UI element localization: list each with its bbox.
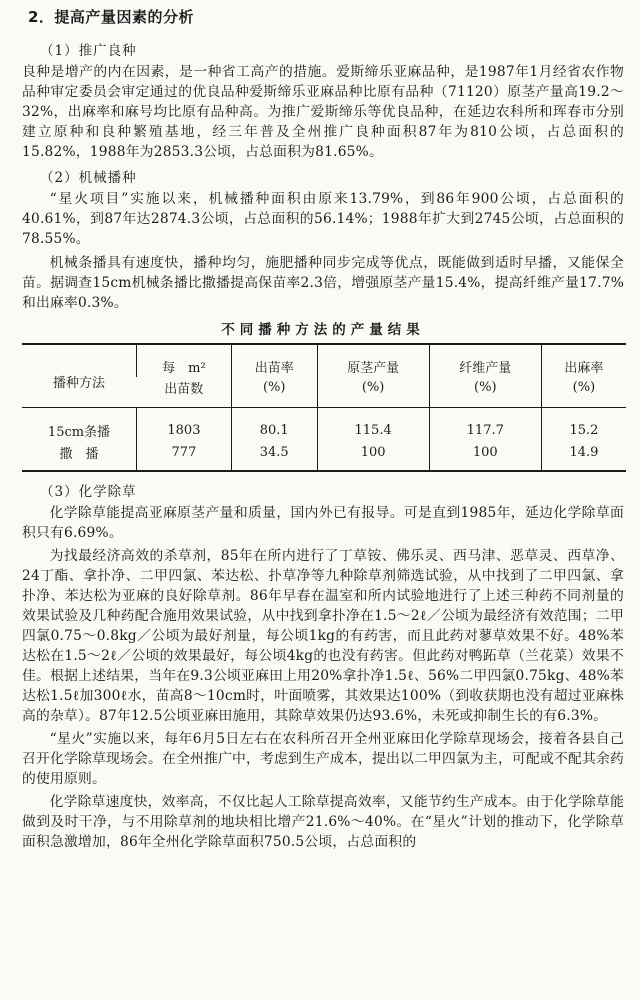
cell-method: 15cm条播: [47, 424, 111, 440]
header-rate-bottom: (%): [541, 377, 626, 408]
header-rate-top: 出麻率: [541, 344, 626, 377]
table-row: [22, 441, 626, 471]
cell-seedlings: 777: [137, 441, 232, 471]
cell-fiber: 100: [429, 441, 541, 471]
subheading-mechanical-sowing: （2）机械播种: [40, 170, 137, 186]
section-heading: 2．提高产量因素的分析: [28, 8, 194, 26]
table-title: 不同播种方法的产量结果: [221, 322, 425, 338]
section-mechanical-sowing: [22, 166, 624, 313]
paragraph-improved-varieties: 良种是增产的内在因素，是一种省工高产的措施。爱斯缔乐亚麻品种，是1987年1月经省农作物品种审定委员会审定通过的优良品种爱斯缔乐亚麻品种比原有品种（71120）原茎产量高19.2～32%，出麻率和麻号均比原有品种高。为推广爱斯缔乐等优良品种，在延边农科所和珲春市分别建立原种和良种繁殖基地，经三年普及全州推广良种面积87年为810公顷，占总面积的15.82%，1988年为2853.3公顷，占总面积为81.65%。: [22, 64, 624, 160]
paragraph-weeding-benefits: 化学除草速度快，效率高，不仅比起人工除草提高效率，又能节约生产成本。由于化学除草能做到及时干净，与不用除草剂的地块相比增产21.6%～40%。在“星火”计划的推动下，化学除草面积急激增加，86年全州化学除草面积750.5公顷，占总面积的: [22, 794, 624, 850]
header-stem-bottom: (%): [317, 377, 429, 408]
header-method: 播种方法: [22, 344, 137, 408]
cell-emergence: 34.5: [231, 441, 317, 471]
paragraph-field-meetings: “星火”实施以来，每年6月5日左右在农科所召开全州亚麻田化学除草现场会，接着各县自己召开化学除草现场会。在全州推广中，考虑到生产成本，提出以二甲四氯为主，可配或不配其余药的使用原则。: [22, 731, 624, 787]
header-stem-top: 原茎产量: [317, 344, 429, 377]
header-seedlings-top: 每 m²: [137, 344, 232, 377]
cell-stem: 115.4: [317, 408, 429, 442]
header-seedlings-bottom: 出苗数: [137, 377, 232, 408]
header-emergence-bottom: (%): [231, 377, 317, 408]
header-fiber-bottom: (%): [429, 377, 541, 408]
section-chemical-weeding: [22, 480, 624, 852]
section-improved-varieties: [22, 39, 624, 162]
subheading-chemical-weeding: （3）化学除草: [40, 484, 137, 500]
paragraph-weeding-intro: 化学除草能提高亚麻原茎产量和质量，国内外已有报导。可是直到1985年，延边化学除草面积只有6.69%。: [22, 505, 624, 541]
paragraph-sowing-advantages: 机械条播具有速度快，播种均匀，施肥播种同步完成等优点，既能做到适时早播，又能保全苗。据调查15cm机械条播比撒播提高保苗率2.3倍，增强原茎产量15.4%，提高纤维产量17.7%和出麻率0.3%。: [22, 255, 624, 311]
paragraph-herbicide-trials: 为找最经济高效的杀草剂，85年在所内进行了丁草铵、佛乐灵、西马津、恶草灵、西草净、24丁酯、拿扑净、二甲四氯、苯达松、扑草净等九种除草剂筛选试验，从中找到了二甲四氯、拿扑净、苯达松为亚麻的良好除草剂。86年早春在温室和所内试验地进行了上述三种药不同剂量的效果试验及几种药配合施用效果试验，从中找到拿扑净在1.5～2ℓ／公顷为最经济有效范围；二甲四氯0.75～0.8kg／公顷为最好剂量，每公顷1kg的有药害，而且此药对蓼草效果不好。48%苯达松在1.5～2ℓ／公顷的效果最好，每公顷4kg的也没有药害。但此药对鸭跖草（兰花菜）效果不佳。根据上述结果，当年在9.3公顷亚麻田上用20%拿扑净1.5ℓ、56%二甲四氯0.75kg、48%苯达松1.5ℓ加300ℓ水，苗高8～10cm时，叶面喷雾，其效果达100%（到收获期也没有超过亚麻株高的杂草）。87年12.5公顷亚麻田施用，其除草效果仍达93.6%，未死或抑制生长的有6.3%。: [22, 548, 624, 724]
cell-emergence: 80.1: [231, 408, 317, 442]
cell-rate: 15.2: [541, 408, 626, 442]
subheading-improved-varieties: （1）推广良种: [40, 43, 137, 59]
table-row: [22, 408, 626, 442]
cell-fiber: 117.7: [429, 408, 541, 442]
header-fiber-top: 纤维产量: [429, 344, 541, 377]
header-emergence-top: 出苗率: [231, 344, 317, 377]
cell-stem: 100: [317, 441, 429, 471]
cell-method: 撒 播: [22, 441, 137, 471]
paragraph-sowing-area: “星火项目”实施以来，机械播种面积由原来13.79%，到86年900公顷，占总面积的40.61%，到87年达2874.3公顷，占总面积的56.14%；1988年扩大到2745公顷，占总面积的78.55%。: [22, 191, 624, 247]
cell-rate: 14.9: [541, 441, 626, 471]
sowing-results-table: [22, 343, 626, 472]
cell-seedlings: 1803: [137, 408, 232, 442]
